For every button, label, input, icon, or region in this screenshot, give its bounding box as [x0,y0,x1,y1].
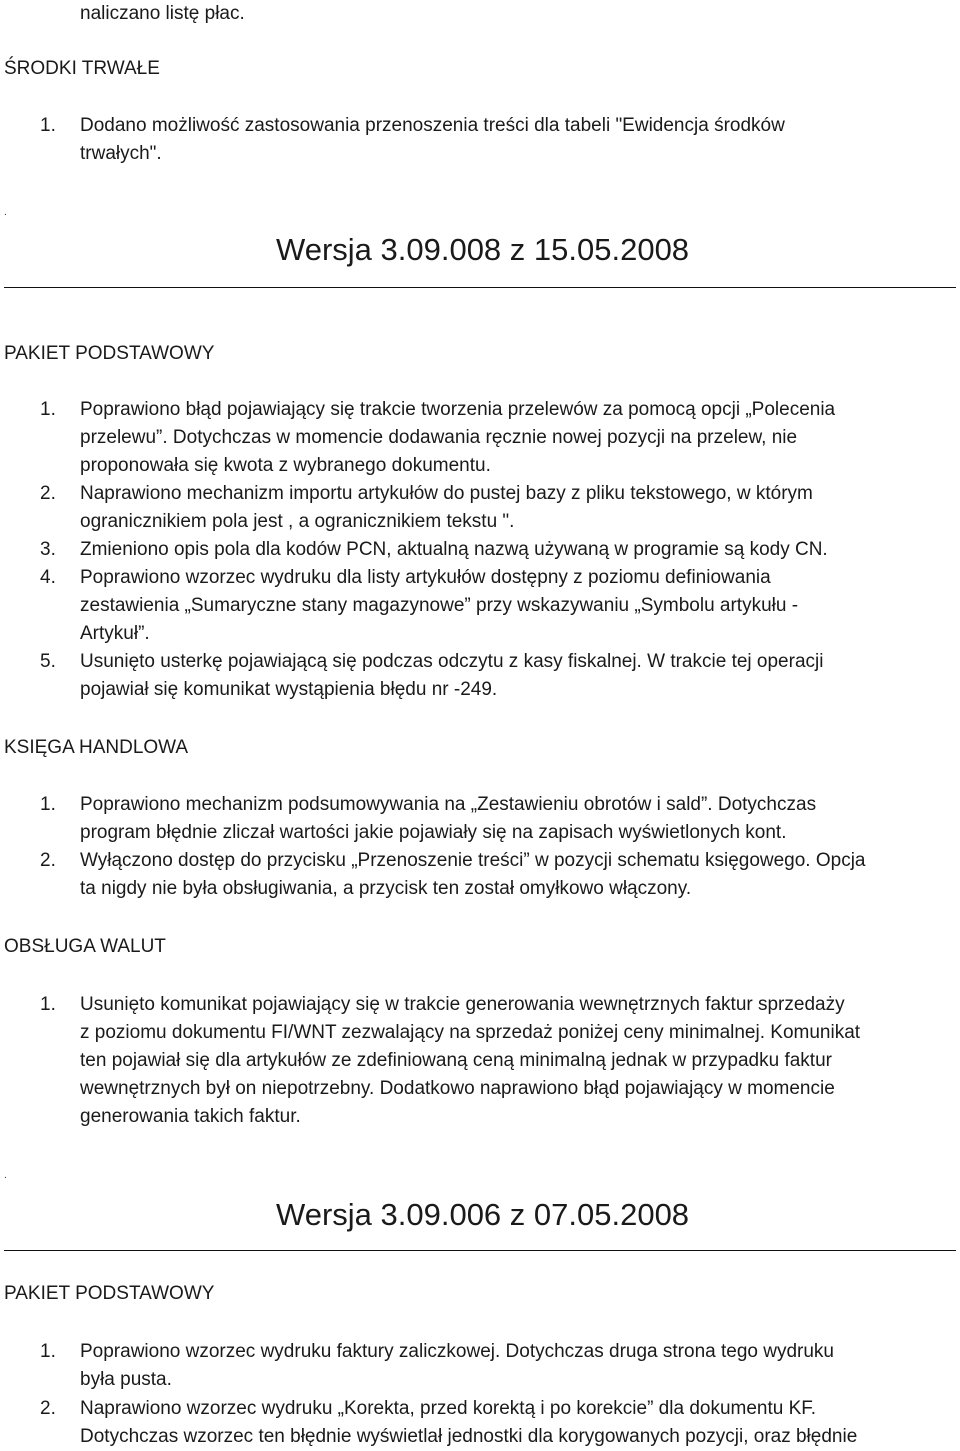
list-item-text: Poprawiono mechanizm podsumowywania na „Zestawieniu obrotów i sald”. Dotychczas [80,794,817,815]
list-item-number: 5. [40,651,56,672]
list-item-text: Zmieniono opis pola dla kodów PCN, aktualną nazwą używaną w programie są kody CN. [80,539,828,560]
list-item-text: Artykuł”. [80,623,150,644]
list-item-text: przelewu”. Dotychczas w momencie dodawania ręcznie nowej pozycji na przelew, nie [80,427,798,448]
separator-mark: . [4,1170,7,1181]
version-heading: Wersja 3.09.006 z 07.05.2008 [276,1197,690,1232]
list-item-number: 2. [40,850,56,871]
list-item-text: Dodano możliwość zastosowania przenoszenia treści dla tabeli "Ewidencja środków [80,115,785,136]
list-item-number: 4. [40,567,56,588]
list-item-text: z poziomu dokumentu FI/WNT zezwalający na sprzedaż poniżej ceny minimalnej. Komunikat [80,1022,861,1043]
section-title-ksiega-handlowa: KSIĘGA HANDLOWA [4,737,189,758]
separator-mark: . [4,207,7,218]
list-item-text: pojawiał się komunikat wystąpienia błędu nr -249. [80,679,498,700]
list-item-number: 1. [40,399,56,420]
list-item-number: 1. [40,994,56,1015]
list-item-text: Poprawiono błąd pojawiający się trakcie tworzenia przelewów za pomocą opcji „Polecenia [80,399,836,420]
list-item-text: generowania takich faktur. [80,1106,301,1127]
list-item-text: wewnętrznych był on niepotrzebny. Dodatkowo naprawiono błąd pojawiający w momencie [80,1078,835,1099]
continuation-text: naliczano listę płac. [80,3,245,24]
list-item-text: ta nigdy nie była obsługiwania, a przycisk ten został omyłkowo włączony. [80,878,692,899]
list-item-text: Poprawiono wzorzec wydruku dla listy artykułów dostępny z poziomu definiowania [80,567,771,588]
section-title-obsluga-walut: OBSŁUGA WALUT [4,936,166,957]
section-title-pakiet-podstawowy: PAKIET PODSTAWOWY [4,1283,215,1304]
list-item-number: 1. [40,794,56,815]
list-item-text: Poprawiono wzorzec wydruku faktury zaliczkowej. Dotychczas druga strona tego wydruku [80,1341,834,1362]
heading-rule [4,1250,956,1251]
list-item-text: ten pojawiał się dla artykułów ze zdefiniowaną ceną minimalną jednak w przypadku faktur [80,1050,832,1071]
list-item-text: Naprawiono wzorzec wydruku „Korekta, przed korektą i po korekcie” dla dokumentu KF. [80,1398,817,1419]
list-item-text: była pusta. [80,1369,172,1390]
list-item-number: 1. [40,115,56,136]
list-item-text: proponowała się kwota z wybranego dokumentu. [80,455,491,476]
list-item-number: 2. [40,1398,56,1419]
list-item-text: Naprawiono mechanizm importu artykułów do pustej bazy z pliku tekstowego, w którym [80,483,813,504]
version-heading: Wersja 3.09.008 z 15.05.2008 [276,232,690,267]
section-title-pakiet-podstawowy: PAKIET PODSTAWOWY [4,343,215,364]
list-item-text: Dotychczas wzorzec ten błędnie wyświetlał jednostki dla korygowanych pozycji, oraz błędnie [80,1426,858,1447]
list-item-number: 3. [40,539,56,560]
list-item-text: trwałych". [80,143,162,164]
list-item-number: 2. [40,483,56,504]
section-title-srodki-trwale: ŚRODKI TRWAŁE [4,58,160,79]
list-item-text: Wyłączono dostęp do przycisku „Przenoszenie treści” w pozycji schematu księgowego. Opcja [80,850,866,871]
list-item-text: ogranicznikiem pola jest , a ogranicznikiem tekstu ". [80,511,515,532]
list-item-text: Usunięto usterkę pojawiającą się podczas odczytu z kasy fiskalnej. W trakcie tej operacji [80,651,824,672]
heading-rule [4,287,956,288]
list-item-text: program błędnie zliczał wartości jakie pojawiały się na zapisach wyświetlonych kont. [80,822,787,843]
list-item-number: 1. [40,1341,56,1362]
list-item-text: zestawienia „Sumaryczne stany magazynowe” przy wskazywaniu „Symbolu artykułu - [80,595,799,616]
list-item-text: Usunięto komunikat pojawiający się w trakcie generowania wewnętrznych faktur sprzedaży [80,994,845,1015]
